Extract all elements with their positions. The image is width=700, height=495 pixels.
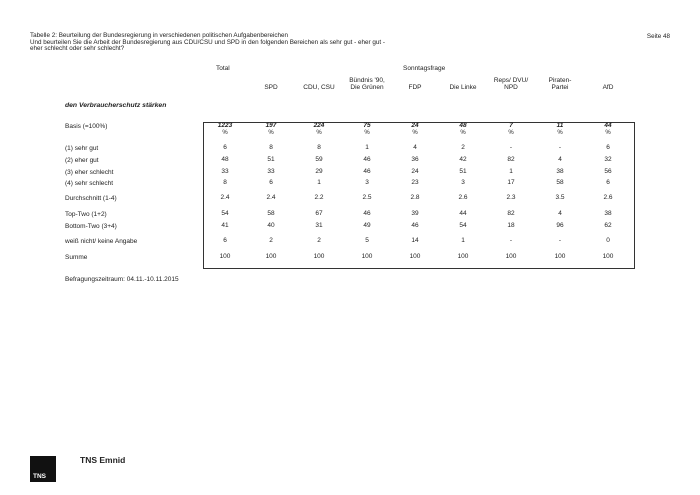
column-header bbox=[538, 78, 582, 91]
caption-title: Tabelle 2: Beurteilung der Bundesregierung in verschiedenen politischen Aufgabenbereichen bbox=[30, 32, 289, 39]
table-cell: 14 bbox=[411, 237, 419, 244]
table-cell: 82 bbox=[507, 156, 515, 163]
table-cell: - bbox=[509, 237, 513, 244]
table-cell: 54 bbox=[221, 210, 229, 217]
column-header bbox=[345, 78, 389, 91]
basis-cell bbox=[588, 123, 628, 136]
column-header bbox=[393, 78, 437, 91]
row-label: (3) eher schlecht bbox=[65, 169, 114, 176]
table-cell: - bbox=[558, 237, 562, 244]
table-cell: 32 bbox=[604, 156, 612, 163]
table-cell: 100 bbox=[554, 253, 566, 260]
table-cell: 3.5 bbox=[555, 194, 565, 201]
table-cell: 4 bbox=[413, 144, 417, 151]
table-cell: 44 bbox=[459, 210, 467, 217]
table-cell: 46 bbox=[363, 210, 371, 217]
basis-unit: % bbox=[316, 129, 322, 136]
table-cell: 3 bbox=[365, 179, 369, 186]
table-cell: 23 bbox=[411, 179, 419, 186]
table-cell: 2 bbox=[317, 237, 321, 244]
table-cell: 41 bbox=[221, 222, 229, 229]
caption-question-line2: eher schlecht oder sehr schlecht? bbox=[30, 45, 125, 53]
table-cell: 46 bbox=[363, 168, 371, 175]
row-label: weiß nicht/ keine Angabe bbox=[65, 238, 138, 245]
column-header-line1: Bündnis '90, bbox=[349, 77, 385, 84]
table-cell: 8 bbox=[223, 179, 227, 186]
table-cell: 2.2 bbox=[314, 194, 324, 201]
survey-period-note: Befragungszeitraum: 04.11.-10.11.2015 bbox=[65, 276, 179, 283]
basis-cell bbox=[443, 123, 483, 136]
table-cell: 6 bbox=[606, 179, 610, 186]
column-header-line2: Partei bbox=[551, 83, 569, 91]
table-cell: 0 bbox=[606, 237, 610, 244]
table-cell: 6 bbox=[223, 144, 227, 151]
table-cell: 58 bbox=[267, 210, 275, 217]
table-cell: 2.4 bbox=[220, 194, 230, 201]
row-label: Top-Two (1+2) bbox=[65, 211, 107, 218]
basis-unit: % bbox=[364, 129, 370, 136]
basis-count: 24 bbox=[411, 122, 419, 129]
table-cell: 8 bbox=[269, 144, 273, 151]
column-header-line2: Die Linke bbox=[449, 83, 477, 91]
row-label: (4) sehr schlecht bbox=[65, 180, 114, 187]
table-cell: - bbox=[509, 144, 513, 151]
logo-text: TNS bbox=[33, 473, 46, 480]
tns-logo bbox=[30, 456, 56, 482]
table-cell: 2.5 bbox=[362, 194, 372, 201]
table-cell: 1 bbox=[365, 144, 369, 151]
table-cell: 36 bbox=[411, 156, 419, 163]
table-cell: 6 bbox=[223, 237, 227, 244]
group-total-label: Total bbox=[216, 65, 230, 72]
basis-count: 1223 bbox=[217, 122, 233, 129]
table-cell: 5 bbox=[365, 237, 369, 244]
group-sonntagsfrage-label: Sonntagsfrage bbox=[403, 65, 446, 72]
column-header bbox=[489, 78, 533, 91]
table-cell: 2 bbox=[461, 144, 465, 151]
table-cell: 38 bbox=[604, 210, 612, 217]
table-cell: 54 bbox=[459, 222, 467, 229]
section-title: den Verbraucherschutz stärken bbox=[65, 102, 167, 109]
table-cell: 2.4 bbox=[266, 194, 276, 201]
table-cell: 59 bbox=[315, 156, 323, 163]
row-label: (1) sehr gut bbox=[65, 145, 99, 152]
column-header-line2: CDU, CSU bbox=[303, 83, 335, 91]
column-header-line2: NPD bbox=[504, 83, 518, 91]
basis-unit: % bbox=[557, 129, 563, 136]
basis-label: Basis (=100%) bbox=[65, 123, 108, 130]
basis-cell bbox=[540, 123, 580, 136]
table-cell: 82 bbox=[507, 210, 515, 217]
table-cell: 2.6 bbox=[458, 194, 468, 201]
row-label: Summe bbox=[65, 254, 88, 261]
table-cell: 6 bbox=[269, 179, 273, 186]
column-header bbox=[586, 78, 630, 91]
table-cell: 51 bbox=[267, 156, 275, 163]
basis-count: 11 bbox=[556, 122, 564, 129]
basis-count: 7 bbox=[509, 122, 513, 129]
column-header-line1: Reps/ DVU/ bbox=[493, 77, 529, 84]
basis-count: 197 bbox=[265, 122, 277, 129]
table-cell: 24 bbox=[411, 168, 419, 175]
table-cell: 49 bbox=[363, 222, 371, 229]
table-cell: 1 bbox=[461, 237, 465, 244]
table-cell: 42 bbox=[459, 156, 467, 163]
basis-cell bbox=[395, 123, 435, 136]
table-cell: 100 bbox=[602, 253, 614, 260]
basis-unit: % bbox=[508, 129, 514, 136]
table-cell: 100 bbox=[457, 253, 469, 260]
table-cell: 100 bbox=[409, 253, 421, 260]
table-cell: - bbox=[558, 144, 562, 151]
table-cell: 2.8 bbox=[410, 194, 420, 201]
table-cell: 2 bbox=[269, 237, 273, 244]
table-cell: 33 bbox=[267, 168, 275, 175]
row-label: (2) eher gut bbox=[65, 157, 99, 164]
brand-name: TNS Emnid bbox=[80, 455, 126, 465]
table-cell: 100 bbox=[219, 253, 231, 260]
table-cell: 1 bbox=[317, 179, 321, 186]
caption-question-line1: Und beurteilen Sie die Arbeit der Bundesregierung aus CDU/CSU und SPD in den folgenden Bereichen als sehr gut - eher gut - bbox=[30, 38, 385, 46]
table-cell: 1 bbox=[509, 168, 513, 175]
table-cell: 6 bbox=[606, 144, 610, 151]
table-cell: 100 bbox=[313, 253, 325, 260]
basis-unit: % bbox=[268, 129, 274, 136]
basis-count: 224 bbox=[313, 122, 325, 129]
table-cell: 33 bbox=[221, 168, 229, 175]
table-cell: 96 bbox=[556, 222, 564, 229]
basis-count: 44 bbox=[604, 122, 612, 129]
table-cell: 46 bbox=[411, 222, 419, 229]
page-number: Seite 48 bbox=[646, 33, 670, 40]
basis-count: 48 bbox=[459, 122, 467, 129]
table-cell: 4 bbox=[558, 156, 562, 163]
table-cell: 29 bbox=[315, 168, 323, 175]
basis-unit: % bbox=[460, 129, 466, 136]
basis-unit: % bbox=[605, 129, 611, 136]
table-cell: 2.6 bbox=[603, 194, 613, 201]
table-cell: 100 bbox=[265, 253, 277, 260]
column-header-line1: Piraten- bbox=[548, 77, 572, 84]
table-cell: 18 bbox=[507, 222, 515, 229]
table-cell: 46 bbox=[363, 156, 371, 163]
table-cell: 31 bbox=[315, 222, 323, 229]
column-header bbox=[297, 78, 341, 91]
table-caption bbox=[30, 33, 385, 53]
basis-cell bbox=[299, 123, 339, 136]
basis-cell bbox=[347, 123, 387, 136]
row-label: Bottom-Two (3+4) bbox=[65, 223, 117, 230]
table-cell: 100 bbox=[361, 253, 373, 260]
table-cell: 40 bbox=[267, 222, 275, 229]
table-cell: 38 bbox=[556, 168, 564, 175]
table-cell: 56 bbox=[604, 168, 612, 175]
basis-count: 75 bbox=[363, 122, 371, 129]
column-header bbox=[249, 78, 293, 91]
table-cell: 3 bbox=[461, 179, 465, 186]
column-header-line2: AfD bbox=[602, 83, 614, 91]
basis-cell bbox=[205, 123, 245, 136]
column-header-line2: SPD bbox=[264, 83, 278, 91]
table-cell: 58 bbox=[556, 179, 564, 186]
table-cell: 4 bbox=[558, 210, 562, 217]
basis-cell bbox=[251, 123, 291, 136]
table-cell: 39 bbox=[411, 210, 419, 217]
basis-unit: % bbox=[412, 129, 418, 136]
table-cell: 8 bbox=[317, 144, 321, 151]
table-cell: 2.3 bbox=[506, 194, 516, 201]
table-cell: 62 bbox=[604, 222, 612, 229]
table-cell: 48 bbox=[221, 156, 229, 163]
column-header-line2: FDP bbox=[408, 83, 422, 91]
table-cell: 67 bbox=[315, 210, 323, 217]
basis-cell bbox=[491, 123, 531, 136]
table-cell: 17 bbox=[507, 179, 515, 186]
row-label: Durchschnitt (1-4) bbox=[65, 195, 117, 202]
table-cell: 100 bbox=[505, 253, 517, 260]
basis-unit: % bbox=[222, 129, 228, 136]
column-header bbox=[441, 78, 485, 91]
table-cell: 51 bbox=[459, 168, 467, 175]
column-header-line2: Die Grünen bbox=[350, 83, 384, 91]
